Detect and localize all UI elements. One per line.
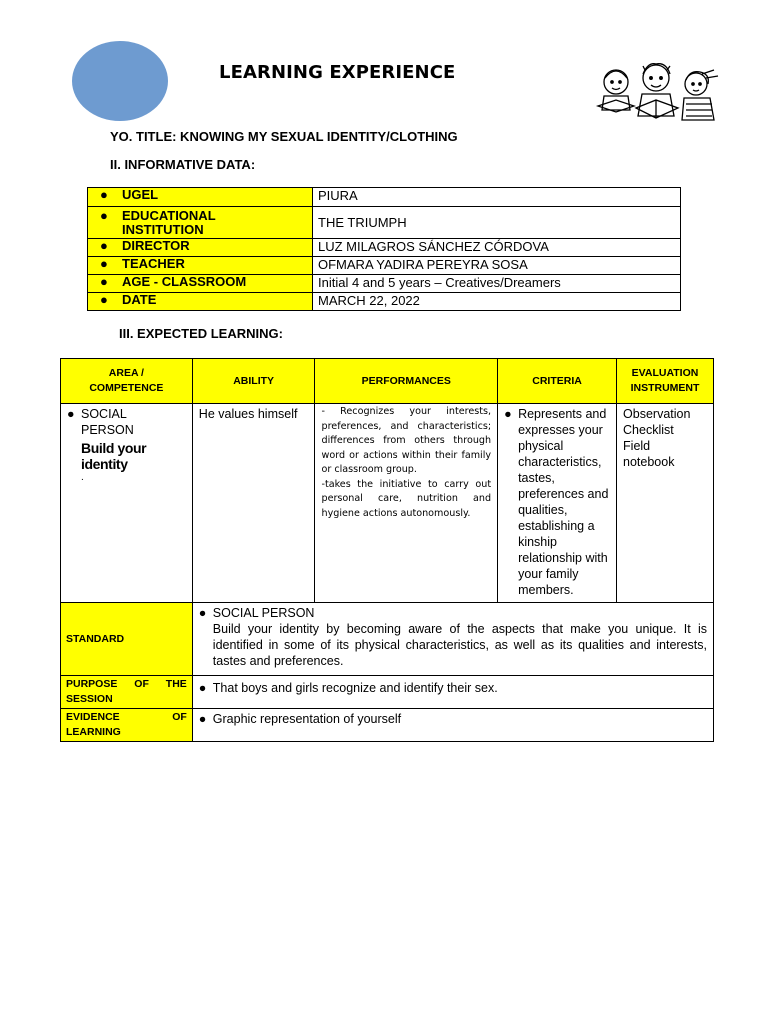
children-reading-icon <box>594 60 722 126</box>
instrument-item: Checklist <box>623 423 674 437</box>
info-value: Initial 4 and 5 years – Creatives/Dreamers <box>313 275 681 293</box>
instrument-item: Observation <box>623 407 691 421</box>
ability-cell: He values himself <box>192 404 315 603</box>
info-row: ● EDUCATIONAL INSTITUTION THE TRIUMPH <box>88 207 681 239</box>
criteria-text: Represents and expresses your physical characteristics, tastes, preferences and qualities, establishing a kinship relationship with your family members. <box>518 407 609 597</box>
info-value: OFMARA YADIRA PEREYRA SOSA <box>313 257 681 275</box>
purpose-row <box>61 676 714 709</box>
informative-heading: II. INFORMATIVE DATA: <box>110 157 256 172</box>
header-criteria: CRITERIA <box>498 359 617 404</box>
evidence-text: Graphic representation of yourself <box>212 712 402 726</box>
header-instrument: EVALUATION INSTRUMENT <box>617 359 714 404</box>
performance-2: -takes the initiative to carry out personal care, nutrition and hygiene actions autonomously. <box>321 478 492 519</box>
instrument-item: Field notebook <box>623 439 675 469</box>
standard-cell: ● SOCIAL PERSON Build your identity by becoming aware of the aspects that make you unique. It is identified in some of its physical characteristics, as well as its qualities and interests, tastes and preferences. <box>192 603 713 676</box>
standard-label: STANDARD <box>61 603 193 676</box>
header-area: AREA / COMPETENCE <box>61 359 193 404</box>
info-value: MARCH 22, 2022 <box>313 293 681 311</box>
area-cell: ● SOCIAL PERSON Build your identity . <box>61 404 193 603</box>
performance-cell <box>315 404 498 603</box>
info-row: ● TEACHER OFMARA YADIRA PEREYRA SOSA <box>88 257 681 275</box>
expected-learning-heading: III. EXPECTED LEARNING: <box>119 326 283 341</box>
info-label: EDUCATIONAL INSTITUTION <box>122 207 216 237</box>
competence-name: Build your identity <box>81 440 147 472</box>
info-row: ● DATE MARCH 22, 2022 <box>88 293 681 311</box>
table-row <box>61 404 714 603</box>
table-header-row <box>61 359 714 404</box>
header-ability: ABILITY <box>192 359 315 404</box>
performance-1: - Recognizes your interests, preferences, and characteristics; differences from others through word or actions within their family or classroom group. <box>321 406 492 475</box>
info-value: THE TRIUMPH <box>313 207 681 239</box>
purpose-label: PURPOSE OF THE SESSION <box>61 676 193 709</box>
info-row: ● AGE - CLASSROOM Initial 4 and 5 years – Creatives/Dreamers <box>88 275 681 293</box>
instrument-cell <box>617 404 714 603</box>
expected-learning-table <box>60 358 714 742</box>
area-name: SOCIAL PERSON <box>81 407 134 437</box>
standard-area: SOCIAL PERSON <box>212 606 315 620</box>
info-label: DIRECTOR <box>122 238 190 253</box>
document-title: LEARNING EXPERIENCE <box>219 62 456 83</box>
info-value: PIURA <box>313 188 681 207</box>
informative-table <box>87 187 681 311</box>
info-row: ● UGEL PIURA <box>88 188 681 207</box>
info-label: DATE <box>122 292 157 307</box>
info-value: LUZ MILAGROS SÁNCHEZ CÓRDOVA <box>313 239 681 257</box>
session-title: YO. TITLE: KNOWING MY SEXUAL IDENTITY/CLOTHING <box>110 129 458 144</box>
info-label: UGEL <box>122 187 159 202</box>
header-performances: PERFORMANCES <box>315 359 498 404</box>
info-label: AGE - CLASSROOM <box>122 274 247 289</box>
info-label: TEACHER <box>122 256 185 271</box>
evidence-label: EVIDENCE OF LEARNING <box>61 709 193 742</box>
criteria-cell: ● Represents and expresses your physical characteristics, tastes, preferences and qualities, establishing a kinship relationship with your family members. <box>498 404 617 603</box>
evidence-cell: ● Graphic representation of yourself <box>192 709 713 742</box>
standard-row <box>61 603 714 676</box>
competence-mark: . <box>81 472 84 483</box>
purpose-text: That boys and girls recognize and identify their sex. <box>212 681 498 695</box>
standard-text: Build your identity by becoming aware of the aspects that make you unique. It is identified in some of its physical characteristics, as well as its qualities and interests, tastes and preferences. <box>212 622 707 668</box>
purpose-cell: ● That boys and girls recognize and identify their sex. <box>192 676 713 709</box>
info-row: ● DIRECTOR LUZ MILAGROS SÁNCHEZ CÓRDOVA <box>88 239 681 257</box>
evidence-row <box>61 709 714 742</box>
logo-oval <box>72 41 168 121</box>
